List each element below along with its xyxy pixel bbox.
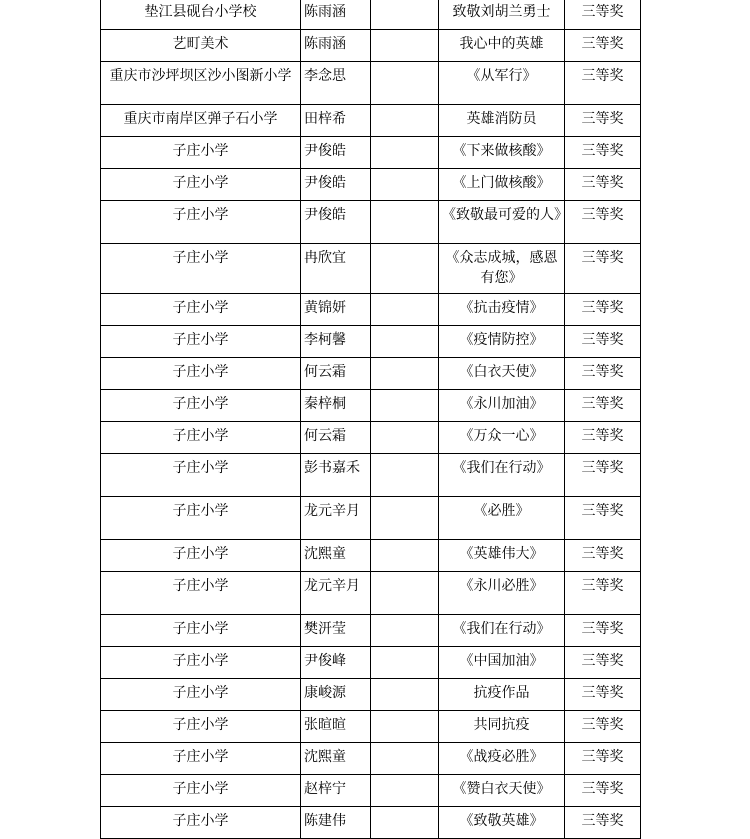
blank-cell <box>371 201 439 244</box>
blank-cell <box>371 326 439 358</box>
work-title-cell: 《白衣天使》 <box>439 358 565 390</box>
student-name-cell: 龙元辛月 <box>301 497 371 540</box>
student-name-cell: 彭书嘉禾 <box>301 454 371 497</box>
award-level-cell: 三等奖 <box>565 497 641 540</box>
award-level-cell: 三等奖 <box>565 807 641 839</box>
student-name-cell: 尹俊皓 <box>301 169 371 201</box>
blank-cell <box>371 294 439 326</box>
student-name-cell: 尹俊皓 <box>301 137 371 169</box>
school-cell: 子庄小学 <box>101 201 301 244</box>
work-title-cell: 《战疫必胜》 <box>439 743 565 775</box>
work-title-cell: 《抗击疫情》 <box>439 294 565 326</box>
work-title-cell: 《我们在行动》 <box>439 454 565 497</box>
table-row <box>101 615 641 647</box>
work-title-cell: 英雄消防员 <box>439 105 565 137</box>
table-row <box>101 775 641 807</box>
school-cell: 子庄小学 <box>101 497 301 540</box>
table-row <box>101 497 641 540</box>
work-title-cell: 《永川必胜》 <box>439 572 565 615</box>
school-cell: 子庄小学 <box>101 326 301 358</box>
work-title-cell: 我心中的英雄 <box>439 30 565 62</box>
school-cell: 子庄小学 <box>101 137 301 169</box>
student-name-cell: 冉欣宜 <box>301 244 371 294</box>
award-level-cell: 三等奖 <box>565 743 641 775</box>
school-cell: 子庄小学 <box>101 679 301 711</box>
student-name-cell: 李念思 <box>301 62 371 105</box>
table-row <box>101 244 641 294</box>
award-level-cell: 三等奖 <box>565 326 641 358</box>
school-cell: 重庆市沙坪坝区沙小图新小学 <box>101 62 301 105</box>
table-row <box>101 62 641 105</box>
award-level-cell: 三等奖 <box>565 390 641 422</box>
table-row <box>101 358 641 390</box>
student-name-cell: 黄锦妍 <box>301 294 371 326</box>
student-name-cell: 何云霜 <box>301 422 371 454</box>
table-row <box>101 711 641 743</box>
work-title-cell: 《下来做核酸》 <box>439 137 565 169</box>
blank-cell <box>371 105 439 137</box>
blank-cell <box>371 540 439 572</box>
award-level-cell: 三等奖 <box>565 244 641 294</box>
student-name-cell: 陈建伟 <box>301 807 371 839</box>
blank-cell <box>371 497 439 540</box>
table-row <box>101 326 641 358</box>
table-row <box>101 390 641 422</box>
work-title-cell: 《致敬英雄》 <box>439 807 565 839</box>
student-name-cell: 田梓希 <box>301 105 371 137</box>
blank-cell <box>371 422 439 454</box>
work-title-cell: 致敬刘胡兰勇士 <box>439 0 565 30</box>
award-level-cell: 三等奖 <box>565 422 641 454</box>
student-name-cell: 沈熙童 <box>301 540 371 572</box>
school-cell: 子庄小学 <box>101 711 301 743</box>
work-title-cell: 共同抗疫 <box>439 711 565 743</box>
table-row <box>101 0 641 30</box>
work-title-cell: 抗疫作品 <box>439 679 565 711</box>
award-level-cell: 三等奖 <box>565 137 641 169</box>
work-title-cell: 《英雄伟大》 <box>439 540 565 572</box>
school-cell: 重庆市南岸区弹子石小学 <box>101 105 301 137</box>
award-level-cell: 三等奖 <box>565 0 641 30</box>
work-title-cell: 《中国加油》 <box>439 647 565 679</box>
table-row <box>101 294 641 326</box>
award-level-cell: 三等奖 <box>565 711 641 743</box>
blank-cell <box>371 137 439 169</box>
table-row <box>101 30 641 62</box>
blank-cell <box>371 169 439 201</box>
award-level-cell: 三等奖 <box>565 62 641 105</box>
award-level-cell: 三等奖 <box>565 454 641 497</box>
blank-cell <box>371 454 439 497</box>
blank-cell <box>371 615 439 647</box>
work-title-cell: 《赞白衣天使》 <box>439 775 565 807</box>
work-title-cell: 《必胜》 <box>439 497 565 540</box>
table-row <box>101 169 641 201</box>
award-level-cell: 三等奖 <box>565 358 641 390</box>
work-title-cell: 《永川加油》 <box>439 390 565 422</box>
award-level-cell: 三等奖 <box>565 572 641 615</box>
award-level-cell: 三等奖 <box>565 679 641 711</box>
table-row <box>101 807 641 839</box>
blank-cell <box>371 0 439 30</box>
school-cell: 子庄小学 <box>101 294 301 326</box>
award-level-cell: 三等奖 <box>565 615 641 647</box>
school-cell: 子庄小学 <box>101 775 301 807</box>
student-name-cell: 陈雨涵 <box>301 30 371 62</box>
blank-cell <box>371 244 439 294</box>
school-cell: 子庄小学 <box>101 244 301 294</box>
blank-cell <box>371 572 439 615</box>
student-name-cell: 尹俊皓 <box>301 201 371 244</box>
work-title-cell: 《众志成城，感恩有您》 <box>439 244 565 294</box>
student-name-cell: 李柯馨 <box>301 326 371 358</box>
student-name-cell: 何云霜 <box>301 358 371 390</box>
award-level-cell: 三等奖 <box>565 294 641 326</box>
table-row <box>101 743 641 775</box>
work-title-cell: 《万众一心》 <box>439 422 565 454</box>
student-name-cell: 沈熙童 <box>301 743 371 775</box>
award-table-body <box>101 0 641 839</box>
school-cell: 子庄小学 <box>101 615 301 647</box>
work-title-cell: 《疫情防控》 <box>439 326 565 358</box>
blank-cell <box>371 62 439 105</box>
school-cell: 子庄小学 <box>101 390 301 422</box>
school-cell: 子庄小学 <box>101 647 301 679</box>
table-row <box>101 201 641 244</box>
school-cell: 子庄小学 <box>101 169 301 201</box>
work-title-cell: 《我们在行动》 <box>439 615 565 647</box>
table-row <box>101 105 641 137</box>
table-row <box>101 679 641 711</box>
blank-cell <box>371 390 439 422</box>
award-table <box>100 0 641 839</box>
student-name-cell: 赵梓宁 <box>301 775 371 807</box>
work-title-cell: 《从军行》 <box>439 62 565 105</box>
student-name-cell: 樊汧莹 <box>301 615 371 647</box>
blank-cell <box>371 358 439 390</box>
blank-cell <box>371 711 439 743</box>
school-cell: 子庄小学 <box>101 572 301 615</box>
table-row <box>101 572 641 615</box>
school-cell: 子庄小学 <box>101 807 301 839</box>
school-cell: 垫江县砚台小学校 <box>101 0 301 30</box>
award-level-cell: 三等奖 <box>565 201 641 244</box>
award-level-cell: 三等奖 <box>565 169 641 201</box>
blank-cell <box>371 30 439 62</box>
student-name-cell: 秦梓桐 <box>301 390 371 422</box>
school-cell: 子庄小学 <box>101 422 301 454</box>
table-row <box>101 540 641 572</box>
student-name-cell: 陈雨涵 <box>301 0 371 30</box>
school-cell: 子庄小学 <box>101 358 301 390</box>
school-cell: 子庄小学 <box>101 743 301 775</box>
work-title-cell: 《上门做核酸》 <box>439 169 565 201</box>
award-level-cell: 三等奖 <box>565 540 641 572</box>
table-row <box>101 137 641 169</box>
work-title-cell: 《致敬最可爱的人》 <box>439 201 565 244</box>
student-name-cell: 康峻源 <box>301 679 371 711</box>
award-level-cell: 三等奖 <box>565 105 641 137</box>
award-level-cell: 三等奖 <box>565 30 641 62</box>
blank-cell <box>371 679 439 711</box>
blank-cell <box>371 743 439 775</box>
blank-cell <box>371 775 439 807</box>
student-name-cell: 龙元辛月 <box>301 572 371 615</box>
school-cell: 子庄小学 <box>101 540 301 572</box>
student-name-cell: 张暄暄 <box>301 711 371 743</box>
school-cell: 子庄小学 <box>101 454 301 497</box>
blank-cell <box>371 807 439 839</box>
table-row <box>101 647 641 679</box>
award-level-cell: 三等奖 <box>565 647 641 679</box>
table-row <box>101 454 641 497</box>
school-cell: 艺町美术 <box>101 30 301 62</box>
blank-cell <box>371 647 439 679</box>
table-row <box>101 422 641 454</box>
award-level-cell: 三等奖 <box>565 775 641 807</box>
student-name-cell: 尹俊峰 <box>301 647 371 679</box>
